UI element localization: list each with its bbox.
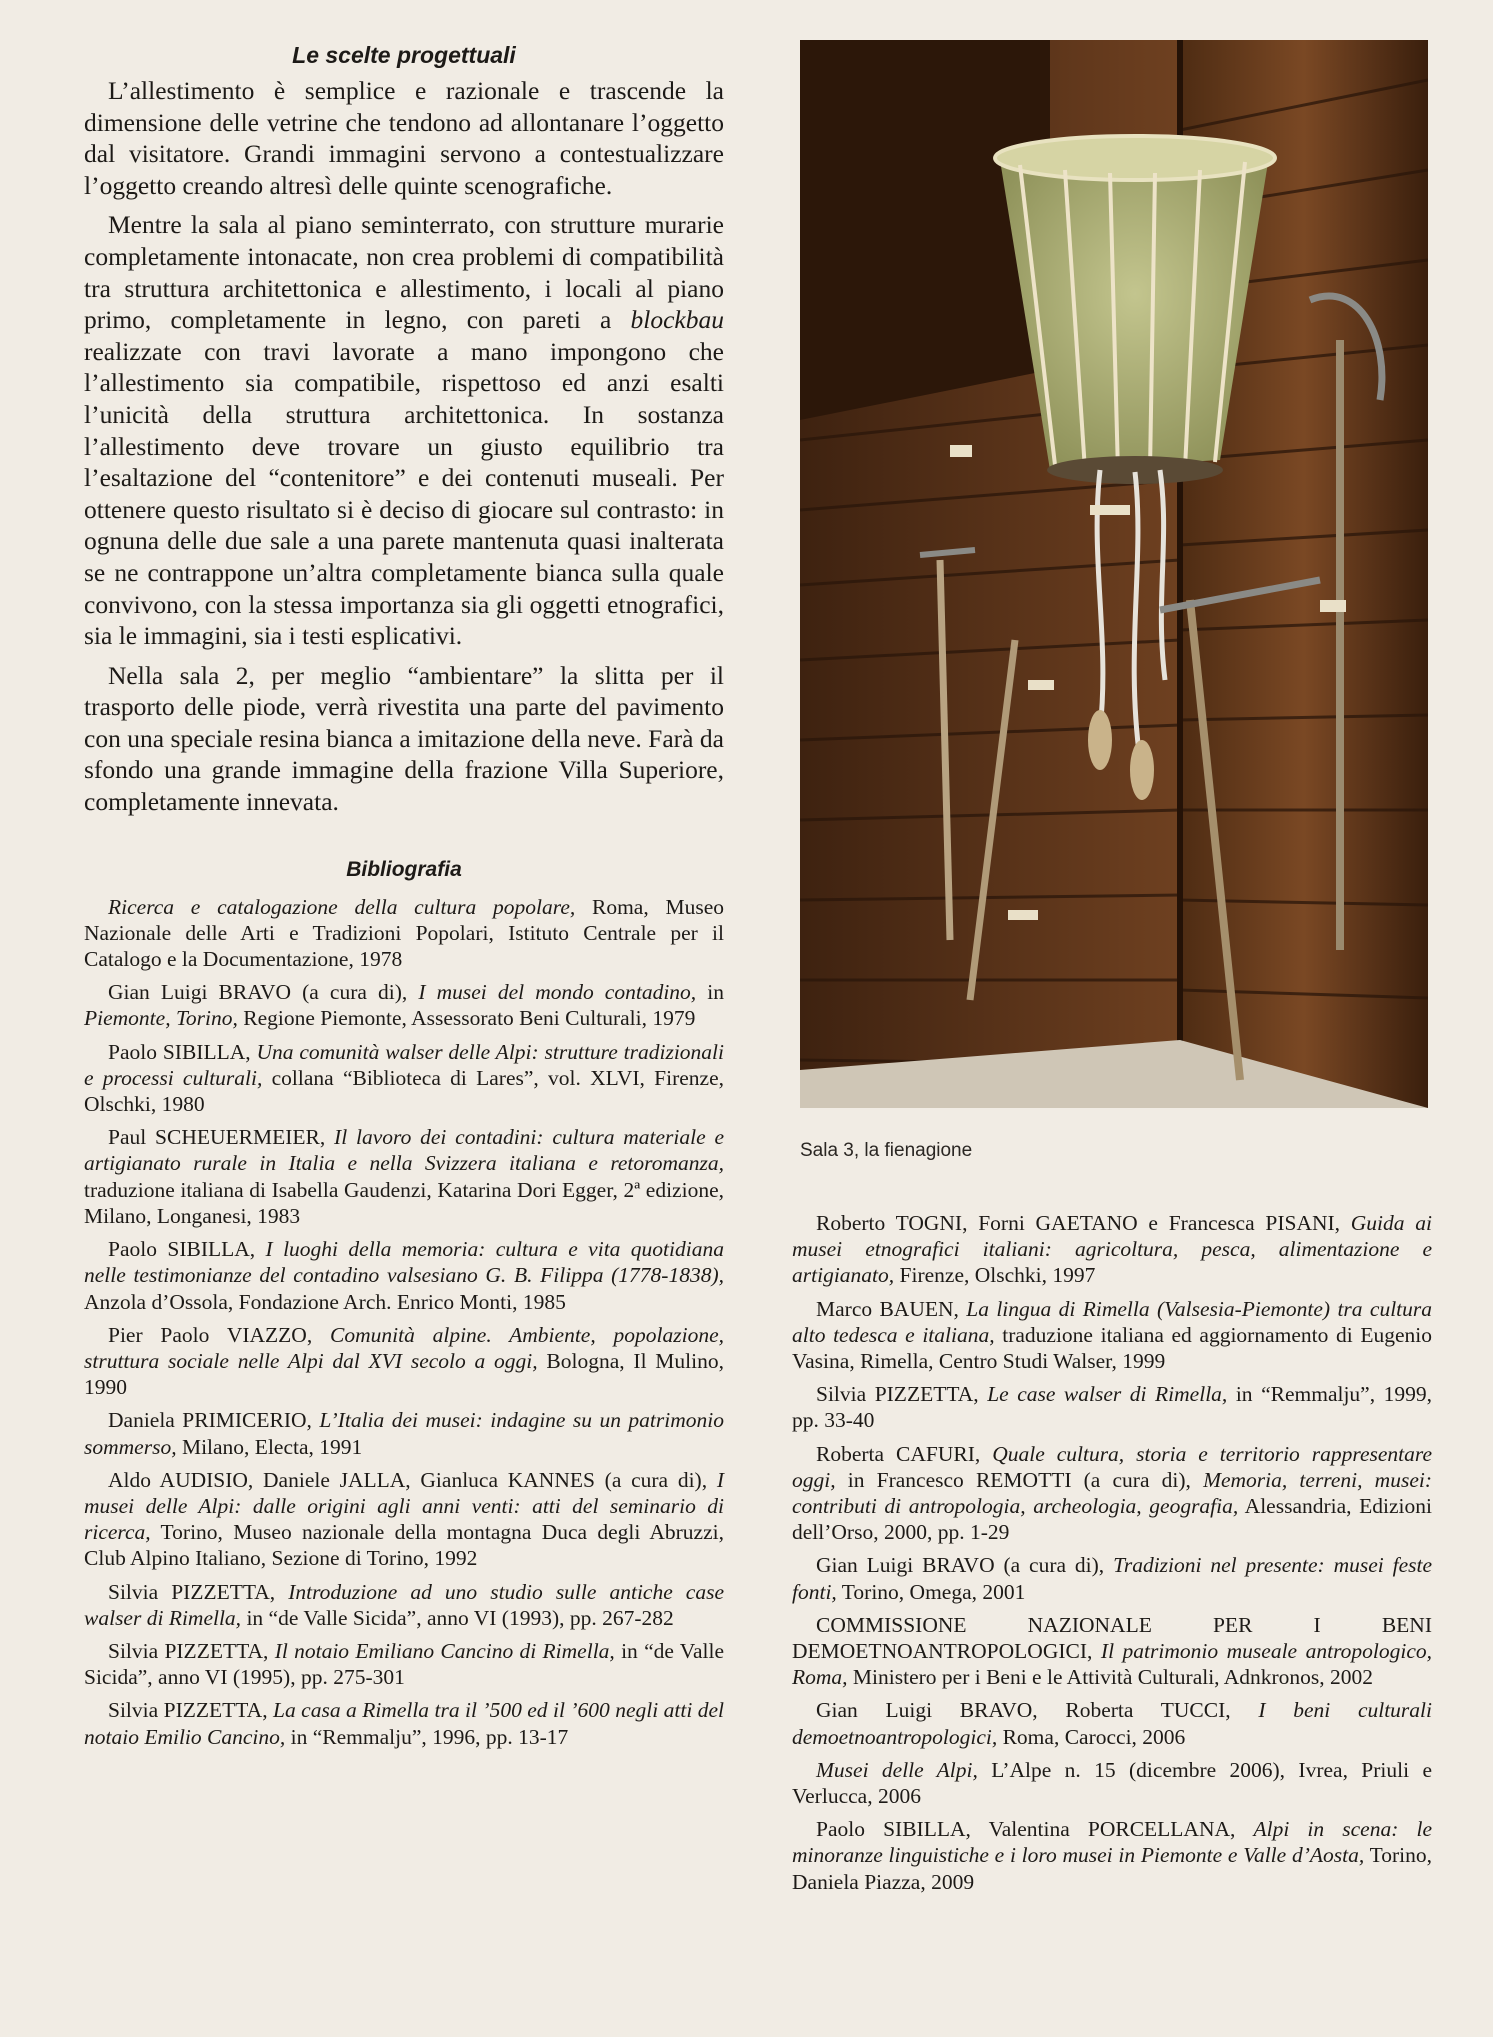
bibliography-list-right <box>792 1210 1432 1895</box>
bibliography-entry: Roberto TOGNI, Forni GAETANO e Francesca PISANI, Guida ai musei etnografici italiani: agricoltura, pesca, alimentazione e artigianato, Firenze, Olschki, 1997 <box>792 1211 1432 1288</box>
left-column <box>84 40 724 1757</box>
article-paragraph: Nella sala 2, per meglio “ambientare” la slitta per il trasporto delle piode, verrà rivestita una parte del pavimento con una speciale resina bianca a imitazione della neve. Farà da sfondo una grande immagine della frazione Villa Superiore, completamente innevata. <box>84 660 724 817</box>
photo-illustration <box>800 40 1428 1108</box>
bibliography-entry: Gian Luigi BRAVO (a cura di), I musei del mondo contadino, in Piemonte, Torino, Regione Piemonte, Assessorato Beni Culturali, 1979 <box>84 980 724 1031</box>
article-paragraph: L’allestimento è semplice e razionale e trascende la dimensione delle vetrine che tendono ad allontanare l’oggetto dal visitatore. Grandi immagini servono a contestualizzare l’oggetto creando altresì delle quinte scenografiche. <box>84 76 724 200</box>
bibliography-entry: Musei delle Alpi, L’Alpe n. 15 (dicembre 2006), Ivrea, Priuli e Verlucca, 2006 <box>792 1757 1432 1809</box>
right-column <box>792 1210 1432 1902</box>
bibliography-entry: Paolo SIBILLA, I luoghi della memoria: cultura e vita quotidiana nelle testimonianze del contadino valsesiano G. B. Filippa (1778-1838), Anzola d’Ossola, Fondazione Arch. Enrico Monti, 1985 <box>84 1237 724 1314</box>
bibliography-entry: Paolo SIBILLA, Una comunità walser delle Alpi: strutture tradizionali e processi culturali, collana “Biblioteca di Lares”, vol. XLVI, Firenze, Olschki, 1980 <box>84 1039 725 1117</box>
bibliography-entry: COMMISSIONE NAZIONALE PER I BENI DEMOETNOANTROPOLOGICI, Il patrimonio museale antropologico, Roma, Ministero per i Beni e le Attività Culturali, Adnkronos, 2002 <box>792 1612 1432 1690</box>
bibliography-entry: Silvia PIZZETTA, Introduzione ad uno studio sulle antiche case walser di Rimella, in “de Valle Sicida”, anno VI (1993), pp. 267-282 <box>84 1579 724 1630</box>
bibliography-entry: Paul SCHEUERMEIER, Il lavoro dei contadini: cultura materiale e artigianato rurale in Italia e nella Svizzera italiana e retoromanza, traduzione italiana di Isabella Gaudenzi, Katarina Dori Egger, 2ª edizione, Milano, Longanesi, 1983 <box>84 1125 724 1228</box>
bibliography-entry: Aldo AUDISIO, Daniele JALLA, Gianluca KANNES (a cura di), I musei delle Alpi: dalle origini agli anni venti: atti del seminario di ricerca, Torino, Museo nazionale della montagna Duca degli Abruzzi, Club Alpino Italiano, Sezione di Torino, 1992 <box>84 1467 724 1571</box>
bibliography-entry: Silvia PIZZETTA, Le case walser di Rimella, in “Remmalju”, 1999, pp. 33-40 <box>792 1382 1432 1433</box>
bibliography-list-left <box>84 894 724 1750</box>
bibliography-entry: Silvia PIZZETTA, La casa a Rimella tra il ’500 ed il ’600 negli atti del notaio Emilio Cancino, in “Remmalju”, 1996, pp. 13-17 <box>84 1698 725 1749</box>
article-body <box>84 75 724 818</box>
bibliography-title: Bibliografia <box>346 857 462 881</box>
bibliography-entry: Marco BAUEN, La lingua di Rimella (Valsesia-Piemonte) tra cultura alto tedesca e italiana, traduzione italiana ed aggiornamento di Eugenio Vasina, Rimella, Centro Studi Walser, 1999 <box>792 1296 1433 1374</box>
bibliography-entry: Pier Paolo VIAZZO, Comunità alpine. Ambiente, popolazione, struttura sociale nelle Alpi dal XVI secolo a oggi, Bologna, Il Mulino, 1990 <box>84 1322 724 1400</box>
bibliography-entry: Ricerca e catalogazione della cultura popolare, Roma, Museo Nazionale delle Arti e Tradizioni Popolari, Istituto Centrale per il Catalogo e la Documentazione, 1978 <box>84 894 724 972</box>
bibliography-entry: Roberta CAFURI, Quale cultura, storia e territorio rappresentare oggi, in Francesco REMOTTI (a cura di), Memoria, terreni, musei: contributi di antropologia, archeologia, geografia, Alessandria, Edizioni dell’Orso, 2000, pp. 1-29 <box>792 1441 1432 1545</box>
bibliography-entry: Gian Luigi BRAVO (a cura di), Tradizioni nel presente: musei feste fonti, Torino, Omega, 2001 <box>792 1553 1432 1604</box>
figure-caption: Sala 3, la fienagione <box>800 1140 973 1161</box>
bibliography-entry: Silvia PIZZETTA, Il notaio Emiliano Cancino di Rimella, in “de Valle Sicida”, anno VI (1995), pp. 275-301 <box>84 1638 724 1690</box>
photo-hay-making-room <box>800 40 1428 1108</box>
section-title: Le scelte progettuali <box>292 42 516 68</box>
article-paragraph: Mentre la sala al piano seminterrato, con strutture murarie completamente intonacate, non crea problemi di compatibilità tra struttura architettonica e allestimento, i locali al piano primo, completamente in legno, con pareti a blockbau realizzate con travi lavorate a mano impongono che l’allestimento sia compatibile, rispettoso ed anzi esalti l’unicità della struttura architettonica. In sostanza l’allestimento deve trovare un giusto equilibrio tra l’esaltazione del “contenitore” e dei contenuti museali. Per ottenere questo risultato si è deciso di giocare sul contrasto: in ognuna delle due sale a una parete mantenuta quasi inalterata se ne contrappone un’altra completamente bianca sulla quale convivono, con la stessa importanza sia gli oggetti etnografici, sia le immagini, sia i testi esplicativi. <box>84 210 724 651</box>
bibliography-entry: Paolo SIBILLA, Valentina PORCELLANA, Alpi in scena: le minoranze linguistiche e i loro musei in Piemonte e Valle d’Aosta, Torino, Daniela Piazza, 2009 <box>792 1817 1432 1894</box>
bibliography-entry: Daniela PRIMICERIO, L’Italia dei musei: indagine su un patrimonio sommerso, Milano, Electa, 1991 <box>84 1408 724 1459</box>
bibliography-entry: Gian Luigi BRAVO, Roberta TUCCI, I beni culturali demoetnoantropologici, Roma, Carocci, 2006 <box>792 1698 1432 1749</box>
